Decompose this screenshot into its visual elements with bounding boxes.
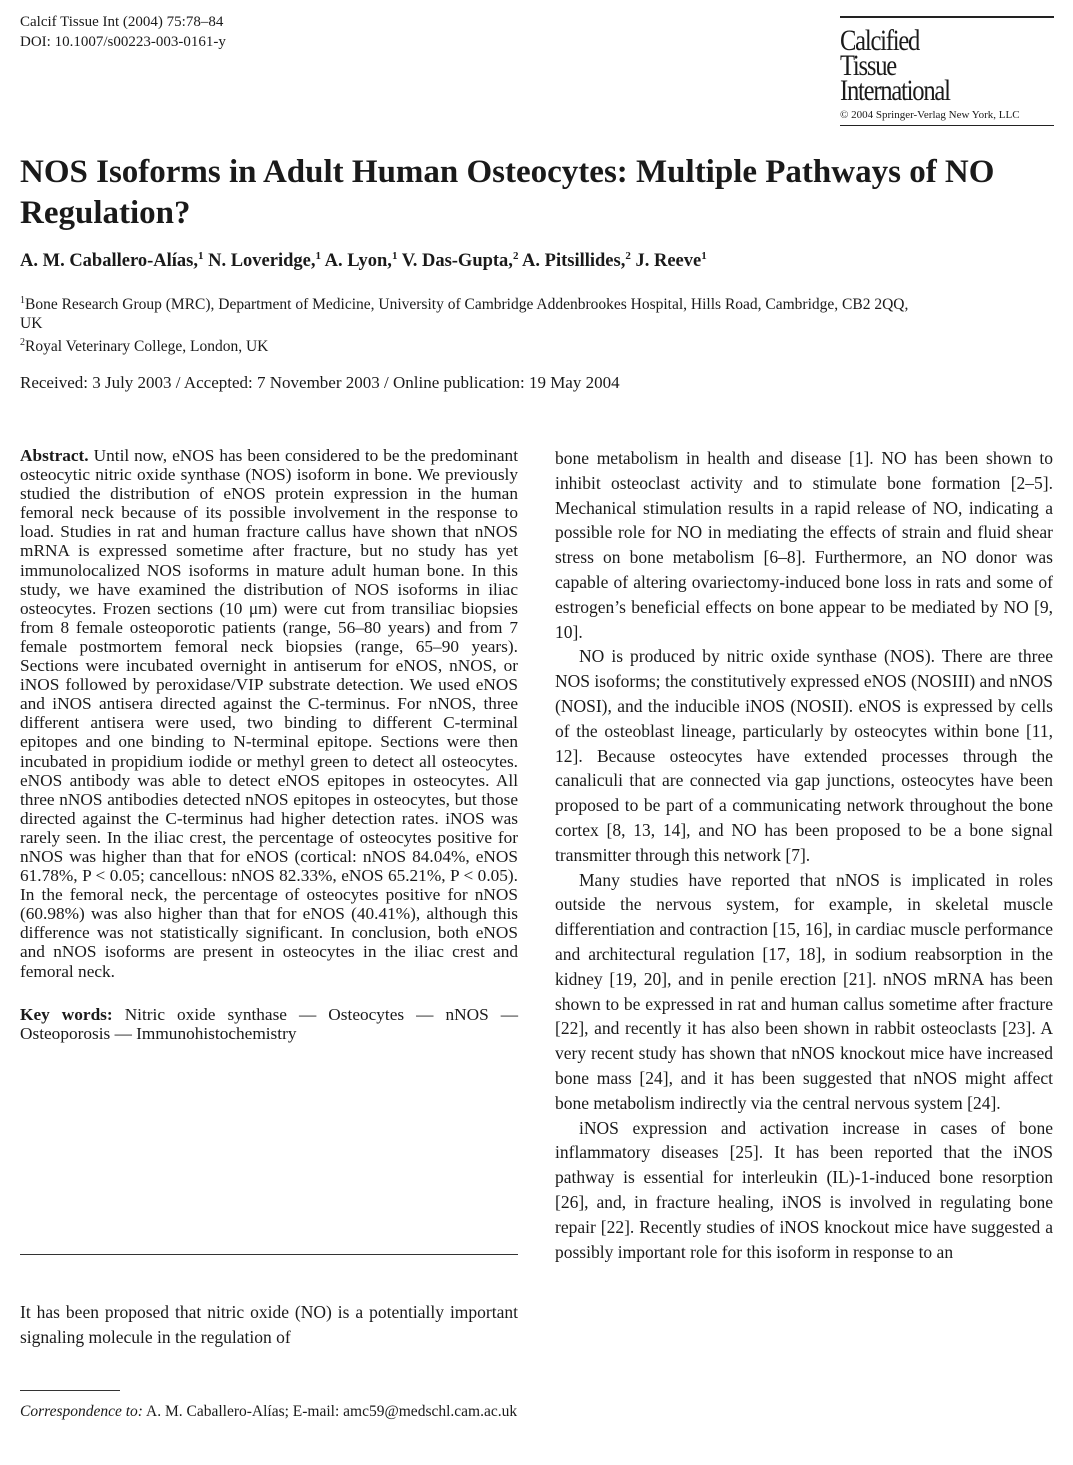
affiliation: [20, 291, 920, 333]
body-paragraph: bone metabolism in health and disease [1]. NO has been shown to inhibit osteoclast activity and to stimulate bone formation [2–5]. Mechanical stimulation results in a rapid release of NO, indicating a possible role for NO in mediating the effects of strain and fluid shear stress on bone metabolism [6–8]. Furthermore, an NO donor was capable of altering ovariectomy-induced bone loss in rats and some of estrogen’s beneficial effects on bone appear to be mediated by NO [9, 10].: [555, 448, 1053, 642]
author-sup: 1: [701, 250, 707, 262]
author-sup: 2: [512, 250, 519, 262]
article-title: NOS Isoforms in Adult Human Osteocytes: Multiple Pathways of NO Regulation?: [20, 154, 995, 231]
logo-top-rule: [840, 16, 1054, 18]
author-sup: 1: [315, 250, 321, 262]
abstract-label: Abstract.: [20, 446, 89, 465]
intro-paragraph: It has been proposed that nitric oxide (NO) is a potentially important signaling molecule in the regulation of: [20, 1302, 518, 1347]
affiliation-sup: 1: [20, 295, 25, 306]
affiliation: [20, 333, 920, 356]
journal-logo: [840, 16, 1054, 126]
author-list: [20, 250, 707, 272]
abstract-divider: [20, 1254, 518, 1255]
affiliation-text: Royal Veterinary College, London, UK: [25, 338, 269, 356]
body-paragraph: Many studies have reported that nNOS is implicated in roles outside the nervous system, for example, in skeletal muscle differentiation and contraction [15, 16], in cardiac muscle performance and architectural regulation [17, 18], in sodium reabsorption in the kidney [19, 20], and in penile erection [21]. nNOS mRNA has been shown to be expressed in rat and human callus sometime after fracture [22], and recently it has also been shown in rabbit osteoclasts [23]. A very recent study has shown that nNOS knockout mice have increased bone mass [24], and it has been suggested that nNOS might affect bone metabolism indirectly via the central nervous system [24].: [555, 869, 1053, 1113]
keywords-text: Nitric oxide synthase — Osteocytes — nNOS — Osteoporosis — Immunohistochemistry: [20, 1004, 518, 1043]
author-sup: 1: [391, 250, 398, 262]
body-paragraph: iNOS expression and activation increase in cases of bone inflammatory diseases [25]. It has been reported that the iNOS pathway is essential for interleukin (IL)-1-induced bone resorption [26], and, in fracture healing, iNOS is involved in regulating bone repair [22]. Recently studies of iNOS knockout mice have suggested a possibly important role for this isoform in response to an: [555, 1117, 1053, 1262]
logo-line-3: International: [840, 74, 950, 107]
body-paragraph: NO is produced by nitric oxide synthase (NOS). There are three NOS isoforms; the constitutively expressed eNOS (NOSIII) and nNOS (NOSI), and the inducible iNOS (NOSII). eNOS is expressed by cells of the osteoblast lineage, particularly by osteocytes within bone [11, 12]. Because osteocytes have extended processes through the canaliculi that are connected via gap junctions, osteocytes have been proposed to be part of a communicating network throughout the bone cortex [8, 13, 14], and NO has been proposed to be a bone signal transmitter through this network [7].: [555, 646, 1053, 865]
author-sup: 2: [625, 250, 631, 262]
right-column: [555, 446, 1053, 1264]
left-column: [20, 446, 518, 1043]
author-sup: 1: [197, 250, 204, 262]
logo-wordmark: [840, 24, 1015, 107]
logo-bottom-rule: [840, 125, 1054, 126]
correspondence-footnote: [20, 1402, 518, 1421]
logo-line-1: Calcified: [840, 24, 920, 57]
logo-line-2: Tissue: [840, 49, 896, 82]
journal-citation: Calcif Tissue Int (2004) 75:78–84: [20, 14, 224, 30]
logo-copyright: © 2004 Springer-Verlag New York, LLC: [840, 109, 1020, 121]
affiliation-text: Bone Research Group (MRC), Department of Medicine, University of Cambridge Addenbrookes Hospital, Hills Road, Cambridge, CB2 2QQ, UK: [20, 296, 909, 333]
abstract: [20, 446, 518, 981]
author: A. Lyon,: [324, 251, 392, 272]
author: A. M. Caballero-Alías,: [20, 251, 198, 272]
keywords: [20, 1005, 518, 1043]
author: J. Reeve: [635, 251, 702, 272]
author: N. Loveridge,: [208, 251, 316, 272]
affiliations: [20, 291, 920, 356]
received-dates: Received: 3 July 2003 / Accepted: 7 November 2003 / Online publication: 19 May 2004: [20, 373, 620, 392]
article-header: [20, 12, 226, 52]
author: V. Das-Gupta,: [401, 251, 513, 272]
doi: DOI: 10.1007/s00223-003-0161-y: [20, 34, 226, 50]
author: A. Pitsillides,: [522, 251, 626, 272]
affiliation-sup: 2: [20, 337, 25, 349]
correspondence-text: A. M. Caballero-Alías; E-mail: amc59@medschl.cam.ac.uk: [146, 1403, 518, 1420]
correspondence-label: Correspondence to:: [20, 1403, 143, 1420]
abstract-text: Until now, eNOS has been considered to be the predominant osteocytic nitric oxide synthase (NOS) isoform in bone. We previously studied the distribution of eNOS protein expression in the human femoral neck because of its possible involvement in the response to load. Studies in rat and human fracture callus have shown that nNOS mRNA is expressed sometime after fracture, but no study has yet immunolocalized NOS isoforms in mature adult human bone. In this study, we have examined the distribution of NOS isoforms in iliac osteocytes. Frozen sections (10 μm) were cut from transiliac biopsies from 8 female osteoporotic patients (range, 56–80 years) and from 7 female postmortem femoral neck biopsies (range, 65–90 years). Sections were incubated overnight in antiserum for eNOS, nNOS, or iNOS followed by peroxidase/VIP substrate detection. We used eNOS and iNOS antisera directed against the C-terminus. For nNOS, three different antisera were used, two binding to different C-terminal epitopes and one binding to N-terminal epitope. Sections were then incubated in propidium iodide or methyl green to detect all osteocytes. eNOS antibody was able to detect eNOS epitopes in osteocytes. All three nNOS antibodies detected nNOS epitopes in osteocytes, but those directed against the C-terminus had higher detection rates. iNOS was rarely seen. In the iliac crest, the percentage of osteocytes positive for nNOS was higher than that for eNOS (cortical: nNOS 84.04%, eNOS 61.78%, P < 0.05; cancellous: nNOS 82.33%, eNOS 65.21%, P < 0.05). In the femoral neck, the percentage of osteocytes positive for nNOS (60.98%) was also higher than that for eNOS (40.41%), although this difference was not statistically significant. In conclusion, both eNOS and nNOS isoforms are present in osteocytes in the iliac crest and femoral neck.: [20, 446, 519, 981]
footnote-rule: [20, 1390, 120, 1391]
keywords-label: Key words:: [20, 1004, 113, 1024]
